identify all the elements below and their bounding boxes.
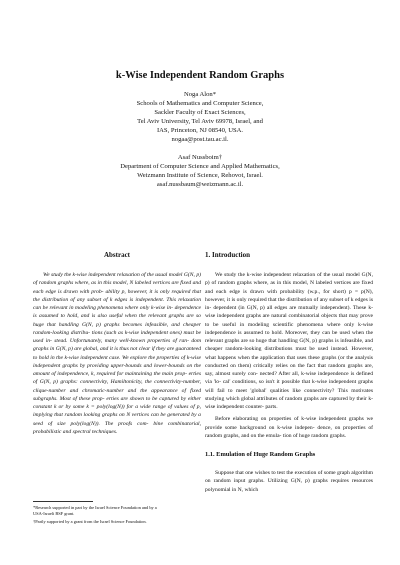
author-name: Asaf Nussboim† [177,154,223,161]
footnote-2: †Partly supported by a grant from the Israel Science Foundation. [33,519,147,524]
affiliation-line: Sackler Faculty of Exact Sciences, [154,109,246,116]
intro-paragraph-3: Suppose that one wishes to test the execution of some graph algorithm on random input graphs. Utilizing G(N, p) graphs requires resources polynomial in N, which [205,470,374,493]
author-block-1 [0,90,400,144]
abstract-text: We study the k-wise independent relaxation of the usual model G(N, p) of random graphs where, as in this model, N labeled vertices are fixed and each edge is drawn with prob- ability p, however, it is only required that the distribution of any subset of k edges is independent. This relaxation can be relevant in modeling phenomena where only k-wise in- dependence is assumed to hold, and is also useful when the relevant graphs are so huge that handling G(N, p) graphs becomes infeasible, and cheaper random-looking distribu- tions (such as k-wise independent ones) must be used in- stead. Unfortunately, many well-known properties of ran- dom graphs in G(N, p) are global, and it is thus not clear if they are guaranteed to hold in the k-wise independent case. We explore the properties of k-wise independent graphs by providing upper-bounds and lower-bounds on the amount of independence, k, required for maintaining the main prop- erties of G(N, p) graphs: connectivity, Hamiltonicity, the connectivity-number, clique-number and chromatic-number and the appearance of fixed subgraphs. Most of these prop- erties are shown to be captured by either constant k or by some k = poly(log(N)) for a wide range of values of p, implying that random looking graphs on N vertices can be generated by a seed of size poly(log(N)). The proofs com- bine combinatorial, probabilistic and spectral techniques. [33,272,202,435]
abstract-heading: Abstract [103,251,131,259]
affiliation-line: IAS, Princeton, NJ 08540, USA. [156,127,244,134]
introduction-column [205,251,373,494]
intro-paragraph-2: Before elaborating on properties of k-wise independent graphs we provide some background on k-wise indepen- dence, on properties of random graphs, and on the emula- tion of huge random graphs. [205,416,373,439]
footnote-rule [33,501,93,502]
author-name: Noga Alon* [183,91,217,98]
author-block-2 [0,153,400,189]
introduction-heading: 1. Introduction [205,251,250,259]
affiliation-line: Weizmann Institute of Science, Rehovot, Israel. [137,172,263,179]
intro-paragraph-1: We study the k-wise independent relaxation of the usual model G(N, p) of random graphs where, as in this model, N labeled vertices are fixed and each edge is drawn with probability (w.p., for short) p = p(N), however, it is only required that the distribution of any subset of k edges is in- dependent (in G(N, p) all edges are mutually independent). These k-wise independent graphs are natural combinatorial objects that may prove to be useful in modeling scientific phenomena where only k-wise independence is assumed to hold. Moreover, they can be used when the relevant graphs are so huge that handling G(N, p) graphs is infeasible, and cheaper random-looking distributions must be used instead. However, what happens when the application that uses these graphs (or the analysis conducted on them) critically relies on the fact that random graphs are, say, almost surely con- nected? After all, k-wise independence is defined via 'lo- cal' conditions, so isn't it possible that k-wise independent graphs will fail to meet 'global' qualities like connectivity? This motivates studying which global attributes of random graphs are captured by their k-wise independent counter- parts. [205,272,374,410]
author-email: nogaa@post.tau.ac.il. [171,136,229,143]
paper-title: k-Wise Independent Random Graphs [115,70,285,81]
affiliation-line: Schools of Mathematics and Computer Science, [136,100,264,107]
affiliation-line: Department of Computer Science and Applied Mathematics, [120,163,280,170]
author-email: asaf.nussbaum@weizmann.ac.il. [156,181,244,188]
subsection-heading: 1.1. Emulation of Huge Random Graphs [205,451,316,458]
affiliation-line: Tel Aviv University, Tel Aviv 69978, Israel, and [137,118,263,125]
footnote-1: *Research supported in part by the Israel Science Foundation and by a USA-Israeli BSF grant. [33,505,157,516]
abstract-column [33,251,201,436]
